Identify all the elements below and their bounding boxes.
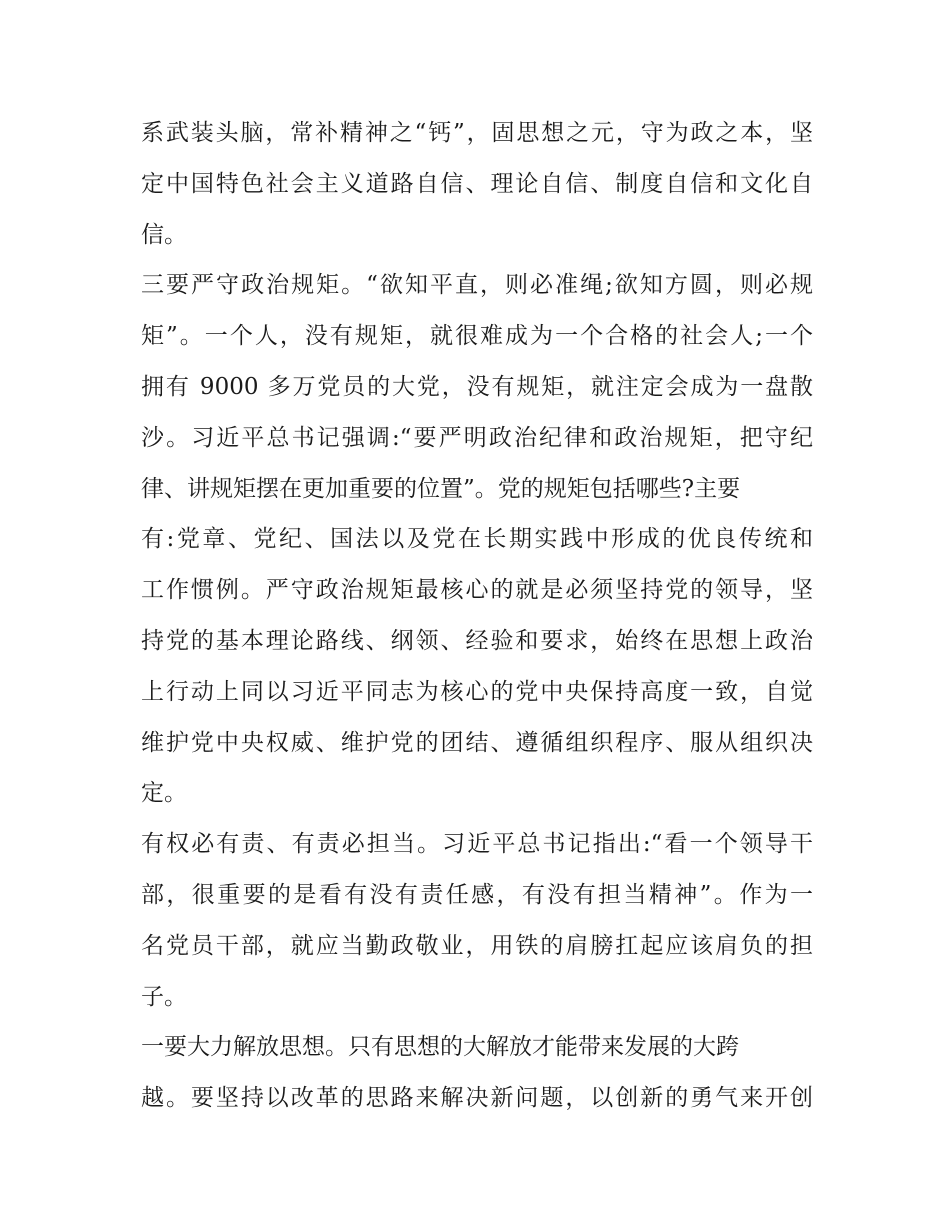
text-line: 上行动上同以习近平同志为核心的党中央保持高度一致，自觉	[141, 678, 813, 705]
text-line: 一要大力解放思想。只有思想的大解放才能带来发展的大跨	[141, 1034, 739, 1061]
text-line: 信。	[141, 221, 187, 248]
text-line: 部，很重要的是看有没有责任感，有没有担当精神”。作为一	[141, 881, 813, 908]
text-line: 有:党章、党纪、国法以及党在长期实践中形成的优良传统和	[141, 526, 813, 553]
text-line: 定。	[141, 780, 187, 807]
document-body	[141, 108, 813, 1124]
text-line: 子。	[141, 983, 187, 1010]
text-line: 有权必有责、有责必担当。习近平总书记指出:“看一个领导干	[141, 831, 813, 858]
text-line: 拥有 9000 多万党员的大党，没有规矩，就注定会成为一盘散	[141, 373, 813, 400]
text-line: 系武装头脑，常补精神之“钙”，固思想之元，守为政之本，坚	[141, 120, 813, 146]
text-line: 工作惯例。严守政治规矩最核心的就是必须坚持党的领导，坚	[141, 577, 813, 604]
text-line: 矩”。一个人，没有规矩，就很难成为一个合格的社会人;一个	[141, 323, 813, 350]
text-line: 名党员干部，就应当勤政敬业，用铁的肩膀扛起应该肩负的担	[141, 932, 813, 959]
text-line: 定中国特色社会主义道路自信、理论自信、制度自信和文化自	[141, 170, 813, 197]
text-line: 持党的基本理论路线、纲领、经验和要求，始终在思想上政治	[141, 627, 813, 654]
text-line: 越。要坚持以改革的思路来解决新问题，以创新的勇气来开创	[141, 1085, 813, 1112]
text-line: 沙。习近平总书记强调:“要严明政治纪律和政治规矩，把守纪	[141, 424, 813, 451]
text-line: 维护党中央权威、维护党的团结、遵循组织程序、服从组织决	[141, 729, 813, 756]
text-line: 三要严守政治规矩。“欲知平直，则必准绳;欲知方圆，则必规	[141, 272, 813, 299]
text-line: 律、讲规矩摆在更加重要的位置”。党的规矩包括哪些?主要	[141, 475, 741, 502]
